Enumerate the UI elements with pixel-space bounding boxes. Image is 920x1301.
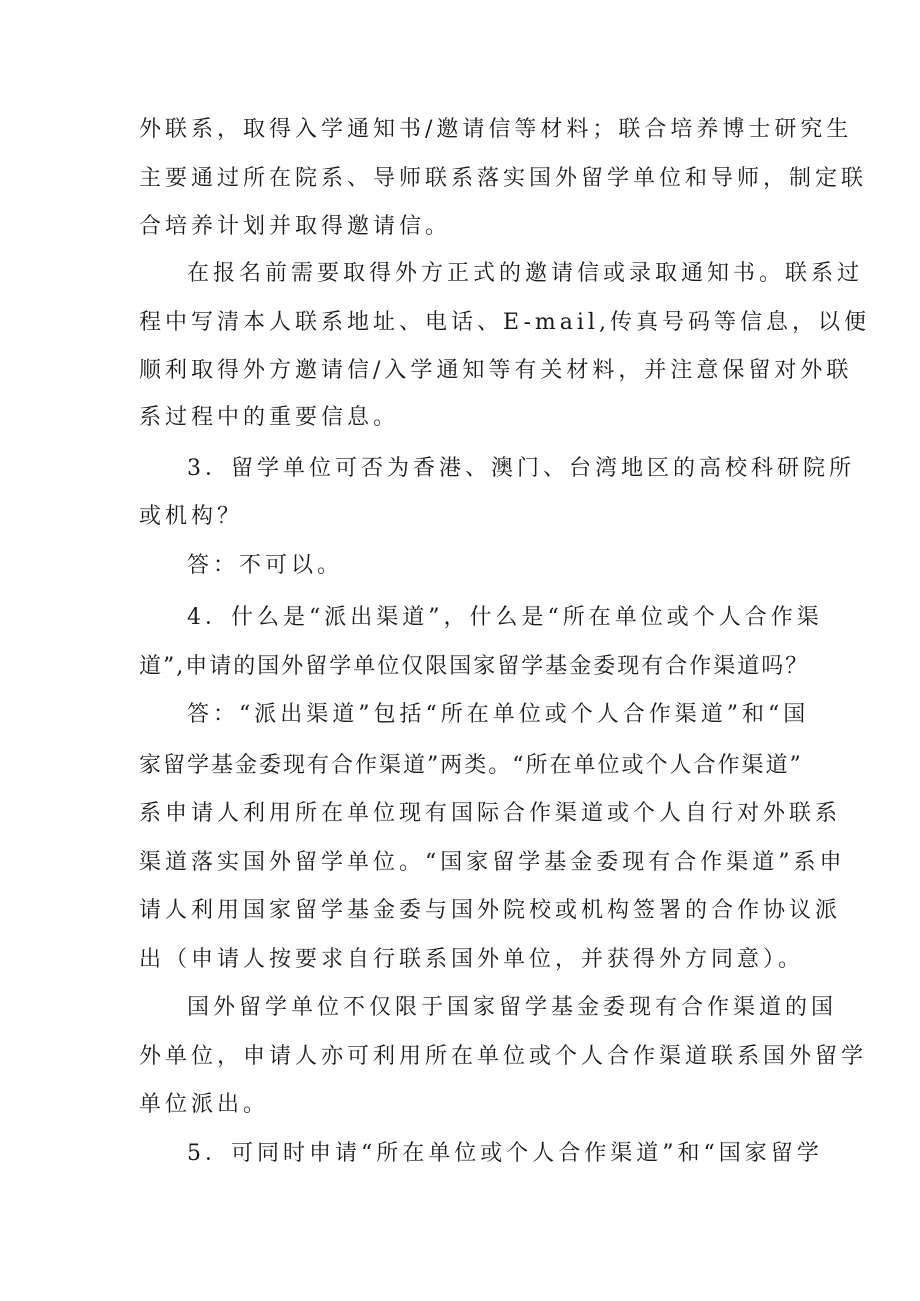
text-line: 答：“派出渠道”包括“所在单位或个人合作渠道”和“国 xyxy=(187,702,810,727)
text-line: 请人利用国家留学基金委与国外院校或机构签署的合作协议派 xyxy=(139,898,842,923)
text-line: 国外留学单位不仅限于国家留学基金委现有合作渠道的国 xyxy=(187,995,838,1020)
text-line: 4．什么是“派出渠道”，什么是“所在单位或个人合作渠 xyxy=(187,605,823,630)
text-line: 顺利取得外方邀请信/入学通知等有关材料，并注意保留对外联 xyxy=(139,358,853,383)
text-line: 程中写清本人联系地址、电话、E-mail,传真号码等信息，以便 xyxy=(139,310,870,335)
text-line: 或机构？ xyxy=(139,504,244,529)
text-line: 系过程中的重要信息。 xyxy=(139,405,400,430)
text-line: 在报名前需要取得外方正式的邀请信或录取通知书。联系过 xyxy=(187,261,864,286)
text-line: 合培养计划并取得邀请信。 xyxy=(139,214,452,239)
text-line: 答：不可以。 xyxy=(187,553,344,578)
text-line: 系申请人利用所在单位现有国际合作渠道或个人自行对外联系 xyxy=(139,801,842,826)
text-line: 主要通过所在院系、导师联系落实国外留学单位和导师，制定联 xyxy=(139,166,868,191)
text-line: 3．留学单位可否为香港、澳门、台湾地区的高校科研院所 xyxy=(187,456,855,481)
text-line: 渠道落实国外留学单位。“国家留学基金委现有合作渠道”系申 xyxy=(139,850,846,875)
text-line: 外联系，取得入学通知书/邀请信等材料；联合培养博士研究生 xyxy=(139,117,853,142)
text-line: 5．可同时申请“所在单位或个人合作渠道”和“国家留学 xyxy=(187,1141,823,1166)
text-line: 道”,申请的国外留学单位仅限国家留学基金委现有合作渠道吗？ xyxy=(139,654,810,679)
text-line: 出（申请人按要求自行联系国外单位，并获得外方同意）。 xyxy=(139,947,805,972)
text-line: 单位派出。 xyxy=(139,1092,270,1117)
text-line: 家留学基金委现有合作渠道”两类。“所在单位或个人合作渠道” xyxy=(139,753,803,778)
text-line: 外单位，申请人亦可利用所在单位或个人合作渠道联系国外留学 xyxy=(139,1044,868,1069)
